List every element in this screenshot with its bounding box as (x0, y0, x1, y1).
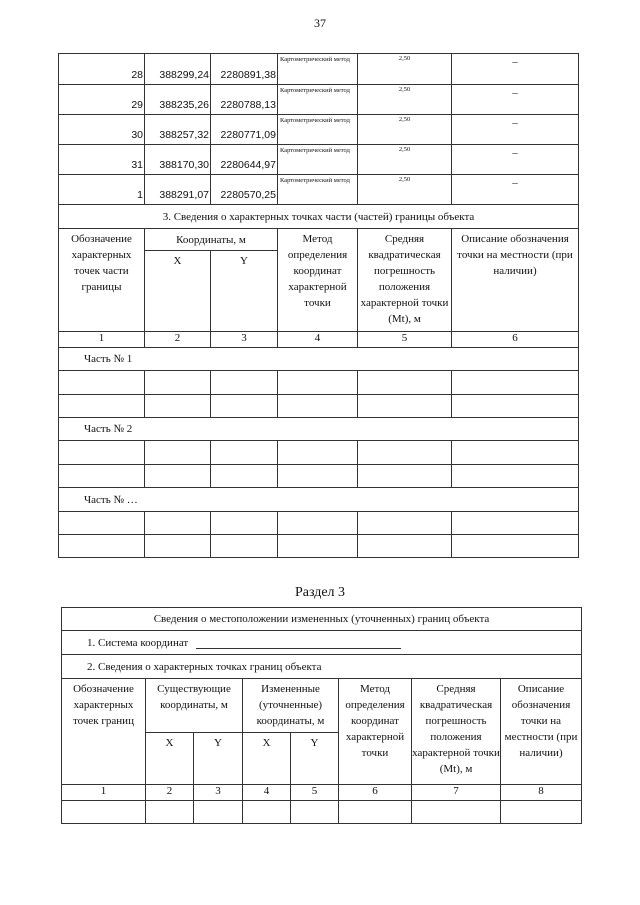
part-points-table (58, 53, 579, 558)
table-row (59, 115, 579, 145)
part-label: Часть № … (59, 488, 579, 512)
point-method: Картометрический метод (278, 175, 358, 205)
col-number: 2 (146, 785, 194, 801)
point-y: 2280891,38 (211, 54, 278, 85)
col-number: 1 (59, 332, 145, 348)
table-row (59, 145, 579, 175)
table-row (59, 85, 579, 115)
changed-boundaries-table (61, 607, 582, 824)
table-row (59, 535, 579, 558)
point-description: – (452, 85, 579, 115)
col-number: 1 (62, 785, 146, 801)
section-title: Раздел 3 (294, 585, 346, 600)
col-number: 6 (339, 785, 412, 801)
point-y: 2280788,13 (211, 85, 278, 115)
points-title: 2. Сведения о характерных точках границ объекта (62, 655, 582, 679)
coord-system-label: 1. Система координат (87, 637, 189, 649)
point-x: 388299,24 (145, 54, 211, 85)
part-label: Часть № 1 (59, 348, 579, 371)
header-changed: Измененные (уточненные) координаты, м (243, 679, 339, 733)
point-description: – (452, 175, 579, 205)
part-section-title: 3. Сведения о характерных точках части (частей) границы объекта (59, 205, 579, 229)
header-changed-y: Y (291, 733, 339, 785)
header-accuracy: Средняя квадратическая погрешность положения характерной точки (Mt), м (358, 229, 452, 332)
point-x: 388235,26 (145, 85, 211, 115)
header-description: Описание обозначения точки на местности (при наличии) (452, 229, 579, 332)
point-number: 31 (59, 145, 145, 175)
point-accuracy: 2,50 (358, 145, 452, 175)
table-row (59, 54, 579, 85)
col-number: 4 (278, 332, 358, 348)
table-title: Сведения о местоположении измененных (уточненных) границ объекта (62, 608, 582, 631)
point-method: Картометрический метод (278, 54, 358, 85)
point-description: – (452, 115, 579, 145)
col-number: 2 (145, 332, 211, 348)
table-row (59, 175, 579, 205)
header-designation: Обозначение характерных точек границ (62, 679, 146, 785)
header-existing-x: X (146, 733, 194, 785)
col-number: 6 (452, 332, 579, 348)
point-description: – (452, 145, 579, 175)
header-method: Метод определения координат характерной точки (278, 229, 358, 332)
point-x: 388170,30 (145, 145, 211, 175)
table-row (59, 395, 579, 418)
point-x: 388291,07 (145, 175, 211, 205)
header-description: Описание обозначения точки на местности (при наличии) (501, 679, 582, 785)
coord-system-field[interactable] (196, 636, 401, 649)
col-number: 7 (412, 785, 501, 801)
point-method: Картометрический метод (278, 85, 358, 115)
page-number: 37 (314, 16, 326, 30)
col-number: 5 (358, 332, 452, 348)
point-description: – (452, 54, 579, 85)
header-accuracy: Средняя квадратическая погрешность положения характерной точки (Mt), м (412, 679, 501, 785)
point-accuracy: 2,50 (358, 54, 452, 85)
col-number: 8 (501, 785, 582, 801)
point-method: Картометрический метод (278, 115, 358, 145)
table-row (59, 512, 579, 535)
point-number: 30 (59, 115, 145, 145)
point-accuracy: 2,50 (358, 175, 452, 205)
part-label: Часть № 2 (59, 418, 579, 441)
col-number: 4 (243, 785, 291, 801)
col-number: 3 (194, 785, 243, 801)
point-number: 29 (59, 85, 145, 115)
table-row (62, 801, 582, 824)
col-number: 5 (291, 785, 339, 801)
header-y: Y (211, 251, 278, 332)
col-number: 3 (211, 332, 278, 348)
header-method: Метод определения координат характерной точки (339, 679, 412, 785)
header-existing: Существующие координаты, м (146, 679, 243, 733)
point-number: 1 (59, 175, 145, 205)
point-number: 28 (59, 54, 145, 85)
point-y: 2280570,25 (211, 175, 278, 205)
table-row (59, 465, 579, 488)
header-designation: Обозначение характерных точек части границы (59, 229, 145, 332)
point-accuracy: 2,50 (358, 85, 452, 115)
table-row (59, 441, 579, 465)
header-coords: Координаты, м (145, 229, 278, 251)
table-row (59, 371, 579, 395)
header-existing-y: Y (194, 733, 243, 785)
point-y: 2280644,97 (211, 145, 278, 175)
header-changed-x: X (243, 733, 291, 785)
point-accuracy: 2,50 (358, 115, 452, 145)
point-method: Картометрический метод (278, 145, 358, 175)
coord-system-row (62, 631, 582, 655)
point-x: 388257,32 (145, 115, 211, 145)
point-y: 2280771,09 (211, 115, 278, 145)
header-x: X (145, 251, 211, 332)
